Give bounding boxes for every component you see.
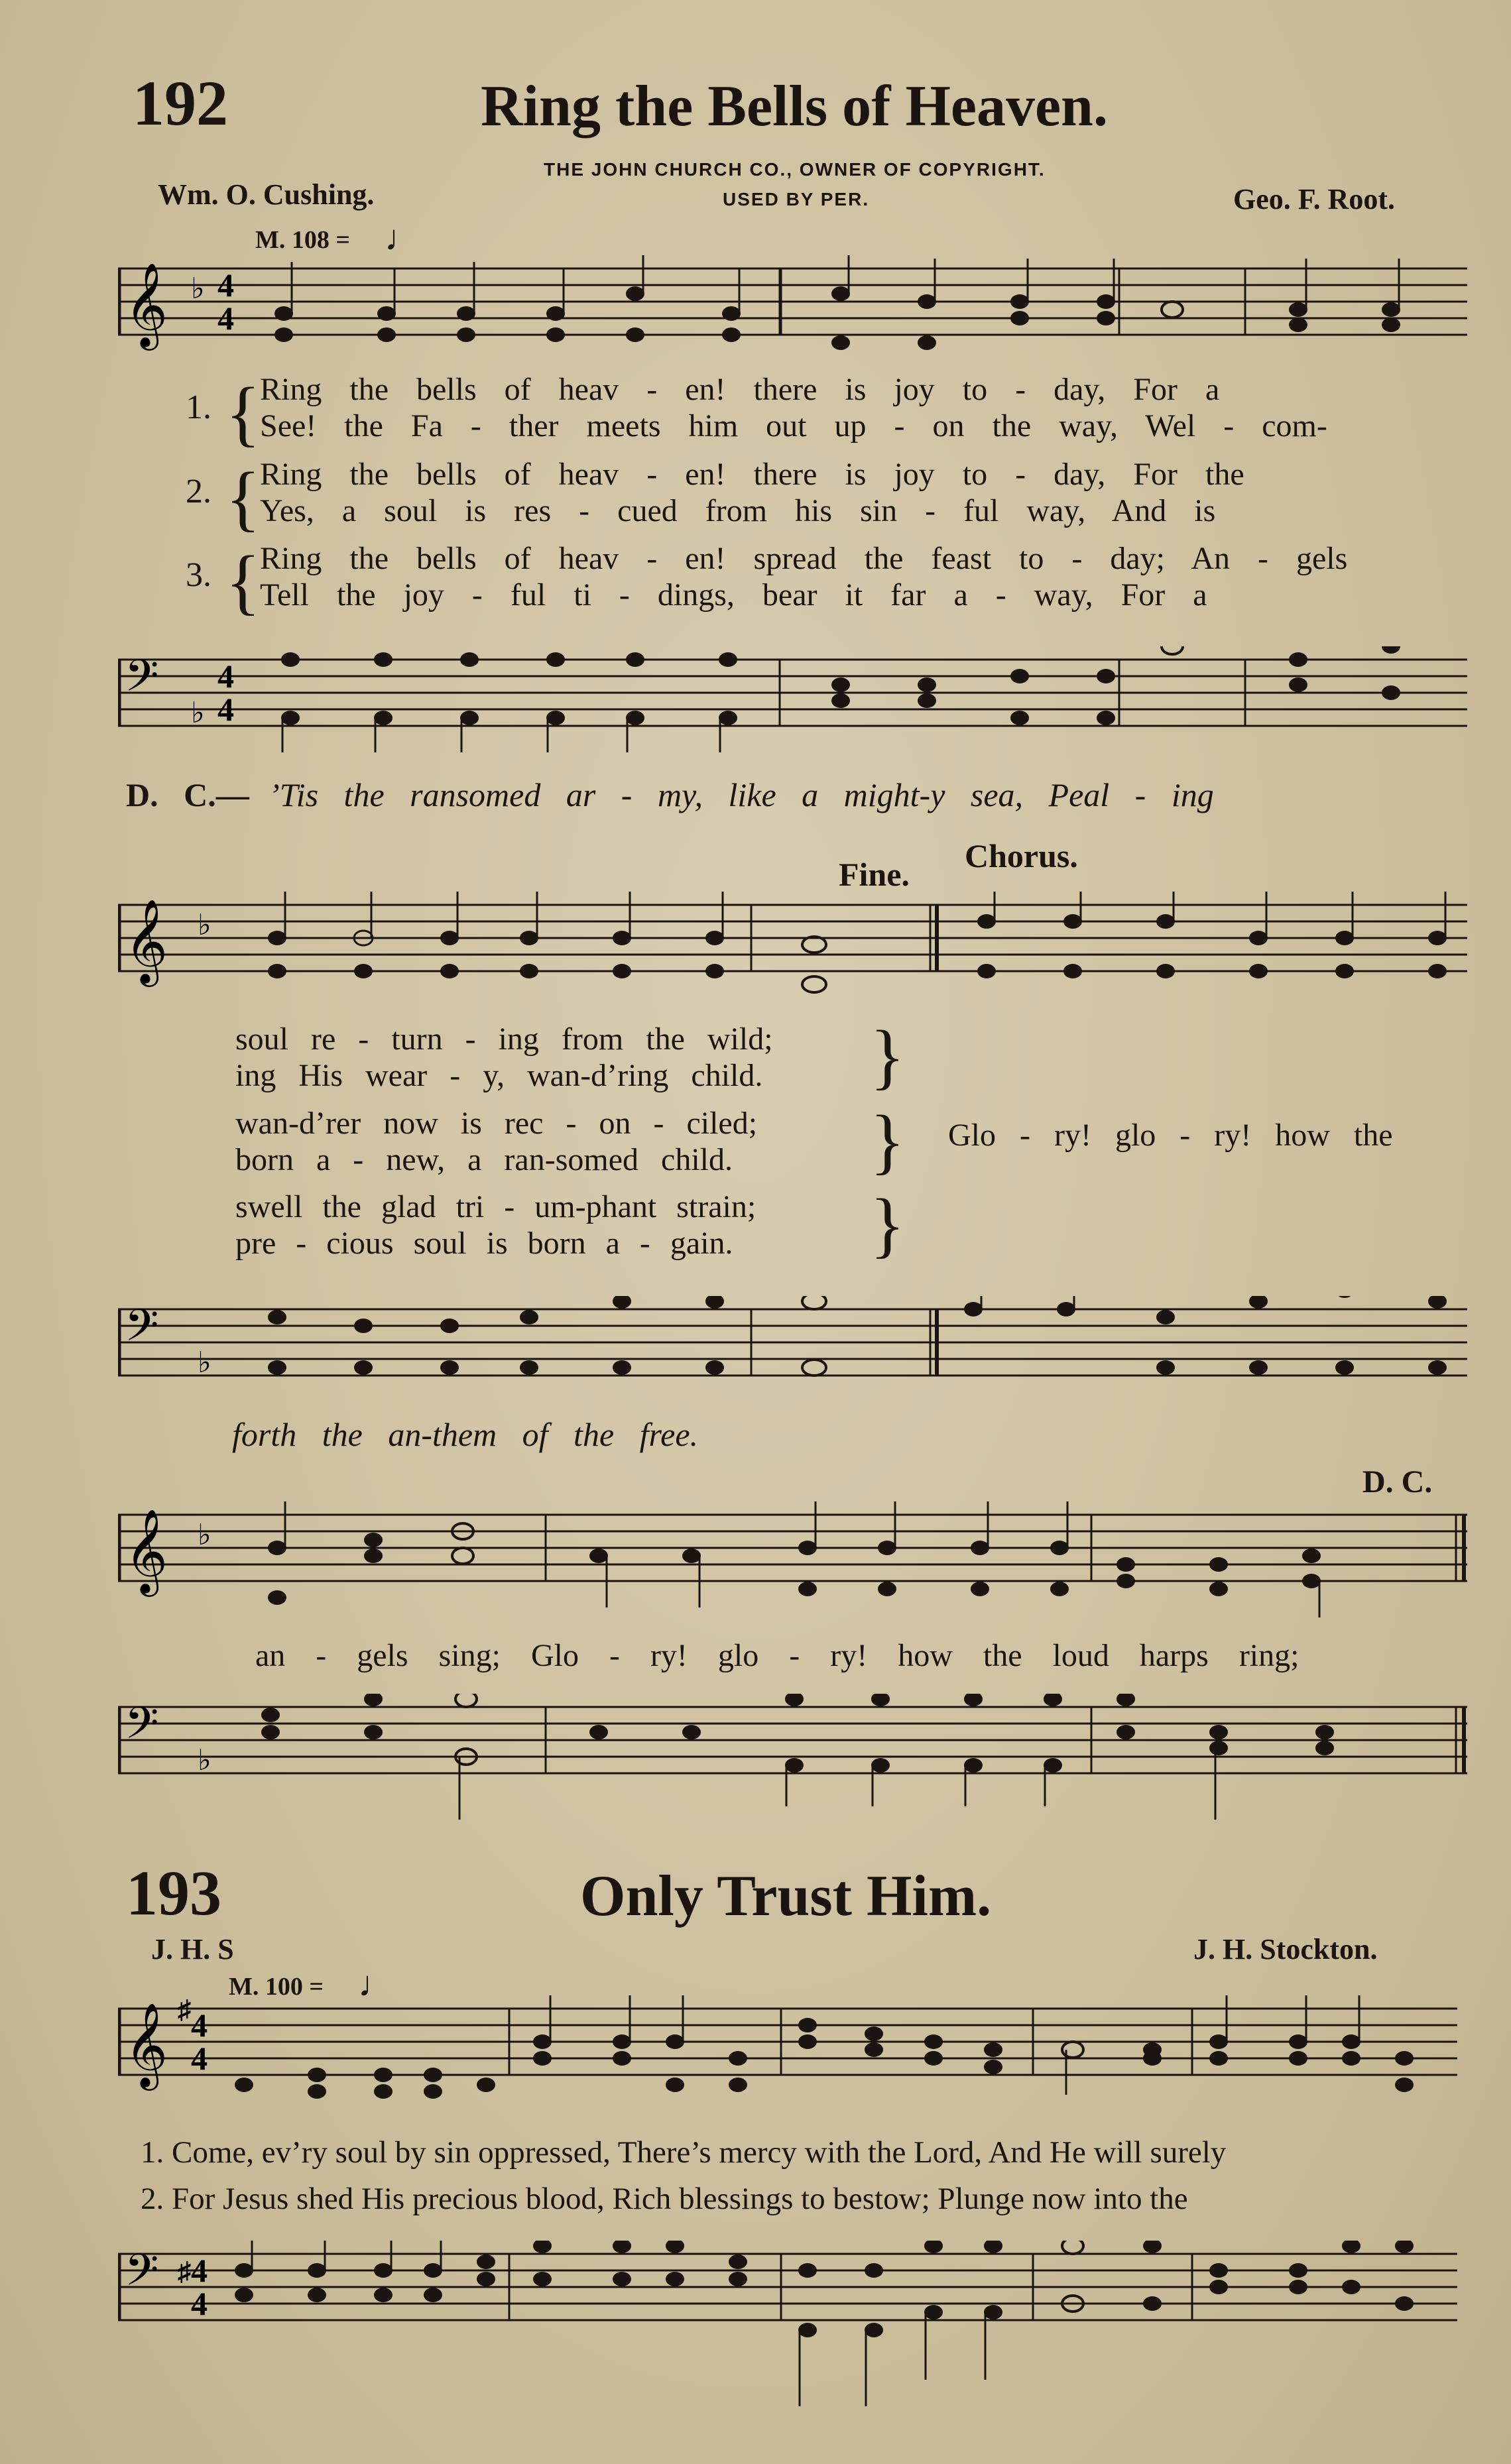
svg-text:4: 4 xyxy=(217,658,234,695)
verse-brace: } xyxy=(870,1184,905,1265)
verse-line: born a - new, a ran-somed child. xyxy=(235,1142,733,1177)
svg-text:𝄢: 𝄢 xyxy=(125,650,159,712)
verse-line: Tell the joy - ful ti - dings, bear it far a - way, For a xyxy=(260,577,1207,613)
bass-staff xyxy=(118,1694,1471,1826)
verse-line: Ring the bells of heav - en! there is joy to - day, For the xyxy=(260,457,1244,492)
lyricist: J. H. S xyxy=(151,1933,234,1965)
treble-staff xyxy=(118,1995,1471,2108)
dc-lyrics: ’Tis the ransomed ar - my, like a might-y sea, Peal - ing xyxy=(269,776,1214,813)
verse-brace: } xyxy=(870,1016,905,1096)
verse-line: Ring the bells of heav - en! there is joy to - day, For a xyxy=(260,372,1220,407)
svg-text:♭: ♭ xyxy=(191,272,205,305)
svg-text:♭: ♭ xyxy=(191,697,205,729)
bass-staff xyxy=(118,1296,1471,1409)
svg-text:4: 4 xyxy=(191,2252,208,2289)
dc-label: D. C.— xyxy=(126,776,249,813)
fine-mark: Fine. xyxy=(839,856,910,893)
svg-text:♭: ♭ xyxy=(198,1346,212,1379)
verse-line: 2. For Jesus shed His precious blood, Rich blessings to bestow; Plunge now into the xyxy=(141,2182,1188,2216)
verse-line: ing His wear - y, wan-d’ring child. xyxy=(235,1058,763,1093)
metronome-mark: M. 108 = xyxy=(255,226,351,254)
bass-staff xyxy=(118,2241,1471,2413)
verse-brace: { xyxy=(225,541,261,622)
verse-brace: } xyxy=(870,1100,905,1181)
verse-line: Yes, a soul is res - cued from his sin - ful way, And is xyxy=(260,493,1216,528)
verse-line: Ring the bells of heav - en! spread the feast to - day; An - gels xyxy=(260,541,1348,576)
svg-text:𝄢: 𝄢 xyxy=(125,2245,159,2306)
verse-line: See! the Fa - ther meets him out up - on the way, Wel - com- xyxy=(260,408,1327,443)
verse-line: wan-d’rer now is rec - on - ciled; xyxy=(235,1106,758,1141)
verse-number: 2. xyxy=(186,473,212,510)
verse-line: swell the glad tri - um-phant strain; xyxy=(235,1189,756,1224)
verse-number: 1. xyxy=(186,388,212,426)
svg-text:𝄢: 𝄢 xyxy=(125,1300,159,1362)
chorus-mark: Chorus. xyxy=(965,837,1078,874)
svg-text:4: 4 xyxy=(217,300,234,337)
svg-text:4: 4 xyxy=(191,2040,208,2077)
chorus-lyrics: an - gels sing; Glo - ry! glo - ry! how the loud harps ring; xyxy=(255,1638,1299,1673)
verse-brace: { xyxy=(225,373,261,453)
metronome-mark: M. 100 = xyxy=(229,1973,324,2001)
lyricist: Wm. O. Cushing. xyxy=(158,178,375,211)
composer: J. H. Stockton. xyxy=(1193,1933,1378,1965)
hymn-number: 193 xyxy=(126,1857,221,1928)
svg-text:4: 4 xyxy=(217,691,234,728)
composer: Geo. F. Root. xyxy=(1233,183,1396,215)
verse-line: soul re - turn - ing from the wild; xyxy=(235,1022,773,1057)
svg-text:♭: ♭ xyxy=(198,909,212,941)
hymn-title: Ring the Bells of Heaven. xyxy=(481,74,1108,139)
verse-line: 1. Come, ev’ry soul by sin oppressed, There’s mercy with the Lord, And He will surely xyxy=(141,2135,1227,2170)
svg-text:♭: ♭ xyxy=(198,1744,212,1777)
svg-text:𝄞: 𝄞 xyxy=(125,898,168,983)
svg-text:𝄞: 𝄞 xyxy=(125,262,168,347)
svg-text:♯: ♯ xyxy=(178,2257,191,2286)
dc-mark: D. C. xyxy=(1362,1464,1433,1499)
hymn-title: Only Trust Him. xyxy=(580,1864,992,1928)
hymn-number: 192 xyxy=(133,68,228,139)
svg-text:𝄢: 𝄢 xyxy=(125,1698,159,1759)
svg-text:𝄞: 𝄞 xyxy=(125,1508,168,1593)
svg-text:𝄞: 𝄞 xyxy=(125,2002,168,2087)
quarter-note-icon: ♩ xyxy=(385,218,420,258)
svg-text:4: 4 xyxy=(191,2285,208,2322)
verse-brace: { xyxy=(225,457,261,538)
svg-text:♯: ♯ xyxy=(178,1995,191,2024)
quarter-note-icon: ♩ xyxy=(358,1964,394,2004)
verse-number: 3. xyxy=(186,556,212,594)
svg-text:♭: ♭ xyxy=(198,1519,212,1551)
chorus-lyrics: Glo - ry! glo - ry! how the xyxy=(948,1118,1393,1153)
bass-staff xyxy=(118,646,1471,759)
treble-staff xyxy=(118,892,1471,998)
verse-line: pre - cious soul is born a - gain. xyxy=(235,1226,733,1261)
copyright-line: USED BY PER. xyxy=(723,189,870,209)
dc-lyrics: forth the an-them of the free. xyxy=(232,1416,699,1453)
svg-text:4: 4 xyxy=(217,266,234,304)
treble-staff xyxy=(118,1501,1471,1621)
svg-text:4: 4 xyxy=(191,2007,208,2044)
treble-staff xyxy=(118,255,1471,355)
copyright-line: THE JOHN CHURCH CO., OWNER OF COPYRIGHT. xyxy=(544,159,1046,180)
